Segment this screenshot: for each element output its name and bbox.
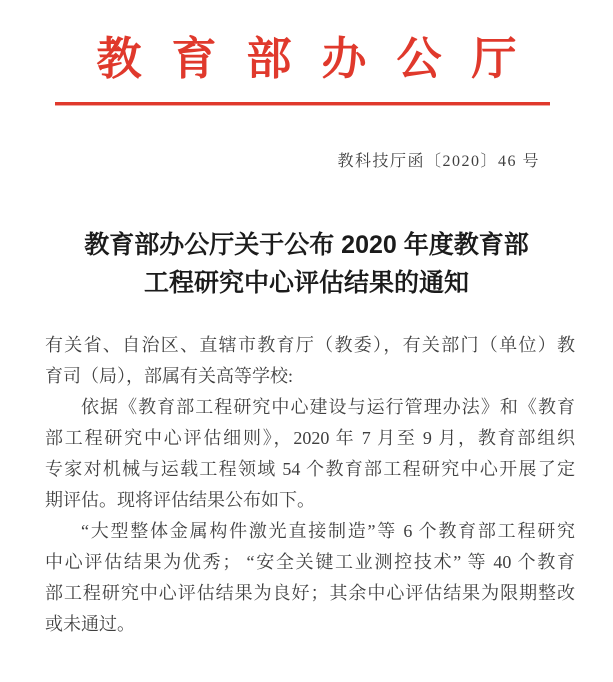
letterhead-agency-title: 教育部办公厅 bbox=[96, 34, 547, 84]
body-line: 期评估。现将评估结果公布如下。 bbox=[45, 490, 315, 510]
notice-title bbox=[0, 226, 613, 302]
document-body bbox=[0, 330, 613, 640]
body-line: 中心评估结果为优秀； “安全关键工业测控技术” 等 40 个教育 bbox=[45, 552, 575, 572]
body-line: 部工程研究中心评估细则》，2020 年 7 月至 9 月，教育部组织 bbox=[45, 428, 575, 448]
notice-title-line-1: 教育部办公厅关于公布 2020 年度教育部 bbox=[84, 231, 529, 259]
body-line: 专家对机械与运载工程领域 54 个教育部工程研究中心开展了定 bbox=[45, 459, 575, 479]
body-line: 有关省、自治区、直辖市教育厅（教委），有关部门（单位）教 bbox=[45, 335, 575, 355]
letterhead-divider-rule bbox=[55, 102, 550, 106]
body-line: 或未通过。 bbox=[45, 614, 135, 634]
body-line: “大型整体金属构件激光直接制造”等 6 个教育部工程研究 bbox=[81, 521, 575, 541]
body-line: 依据《教育部工程研究中心建设与运行管理办法》和《教育 bbox=[81, 397, 575, 417]
body-line: 部工程研究中心评估结果为良好；其余中心评估结果为限期整改 bbox=[45, 583, 575, 603]
document-reference-number: 教科技厅函〔2020〕46 号 bbox=[337, 153, 540, 170]
body-line: 育司（局），部属有关高等学校: bbox=[45, 366, 293, 386]
document-page bbox=[0, 33, 613, 682]
notice-title-line-2: 工程研究中心评估结果的通知 bbox=[143, 269, 469, 297]
